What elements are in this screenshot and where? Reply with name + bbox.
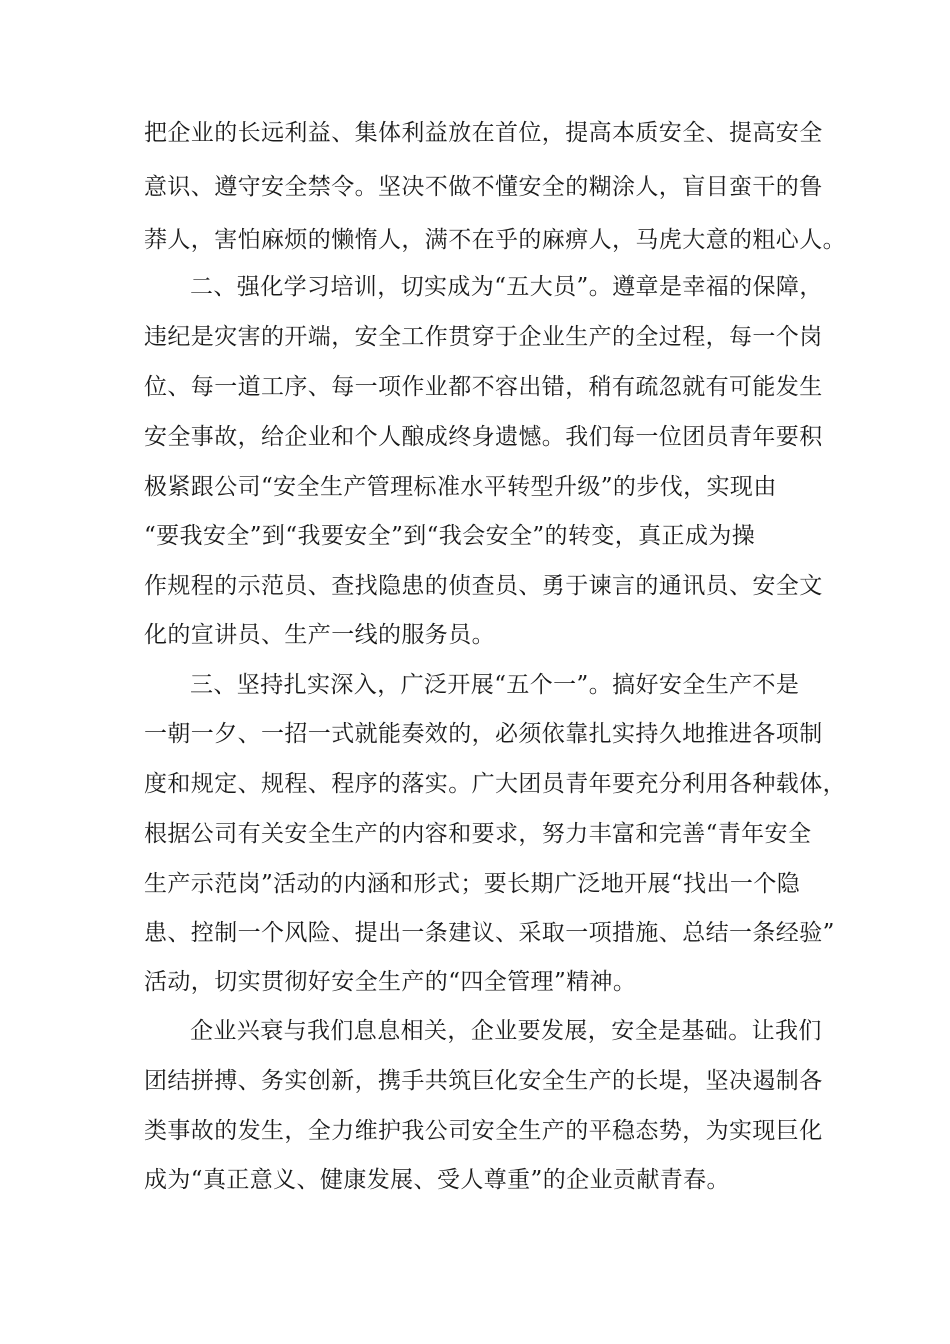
paragraph-line: 团结拼搏、务实创新，携手共筑巨化安全生产的长堤，坚决遏制各 <box>144 1068 823 1094</box>
paragraph-line: 把企业的长远利益、集体利益放在首位，提高本质安全、提高安全 <box>144 120 823 146</box>
paragraph-line: 生产示范岗”活动的内涵和形式；要长期广泛地开展“找出一个隐 <box>144 871 801 897</box>
paragraph-line: 度和规定、规程、程序的落实。广大团员青年要充分利用各种载体， <box>144 771 846 797</box>
paragraph-line: 意识、遵守安全禁令。坚决不做不懂安全的糊涂人，盲目蛮干的鲁 <box>144 174 823 200</box>
paragraph-line: 安全事故，给企业和个人酿成终身遗憾。我们每一位团员青年要积 <box>144 424 823 450</box>
paragraph-line: 类事故的发生，全力维护我公司安全生产的平稳态势，为实现巨化 <box>144 1118 823 1144</box>
paragraph-line: 患、控制一个风险、提出一条建议、采取一项措施、总结一条经验” <box>144 920 835 946</box>
paragraph-line: 极紧跟公司“安全生产管理标准水平转型升级”的步伐，实现由 <box>144 474 777 500</box>
paragraph-line: “要我安全”到“我要安全”到“我会安全”的转变，真正成为操 <box>144 523 756 549</box>
paragraph-line: 一朝一夕、一招一式就能奏效的，必须依靠扎实持久地推进各项制 <box>144 721 823 747</box>
paragraph-line: 违纪是灾害的开端，安全工作贯穿于企业生产的全过程，每一个岗 <box>144 324 823 350</box>
paragraph-line: 化的宣讲员、生产一线的服务员。 <box>144 622 495 648</box>
paragraph-line: 莽人，害怕麻烦的懒惰人，满不在乎的麻痹人，马虎大意的粗心人。 <box>144 227 846 253</box>
paragraph-line: 活动，切实贯彻好安全生产的“四全管理”精神。 <box>144 969 637 995</box>
paragraph-line: 企业兴衰与我们息息相关，企业要发展，安全是基础。让我们 <box>190 1018 822 1044</box>
paragraph-line: 根据公司有关安全生产的内容和要求，努力丰富和完善“青年安全 <box>144 821 812 847</box>
paragraph-line: 三、坚持扎实深入，广泛开展“五个一”。搞好安全生产不是 <box>190 672 800 698</box>
paragraph-line: 作规程的示范员、查找隐患的侦查员、勇于谏言的通讯员、安全文 <box>144 573 823 599</box>
paragraph-line: 成为“真正意义、健康发展、受人尊重”的企业贡献青春。 <box>144 1167 730 1193</box>
paragraph-line: 二、强化学习培训，切实成为“五大员”。遵章是幸福的保障， <box>190 274 823 300</box>
paragraph-line: 位、每一道工序、每一项作业都不容出错，稍有疏忽就有可能发生 <box>144 374 823 400</box>
